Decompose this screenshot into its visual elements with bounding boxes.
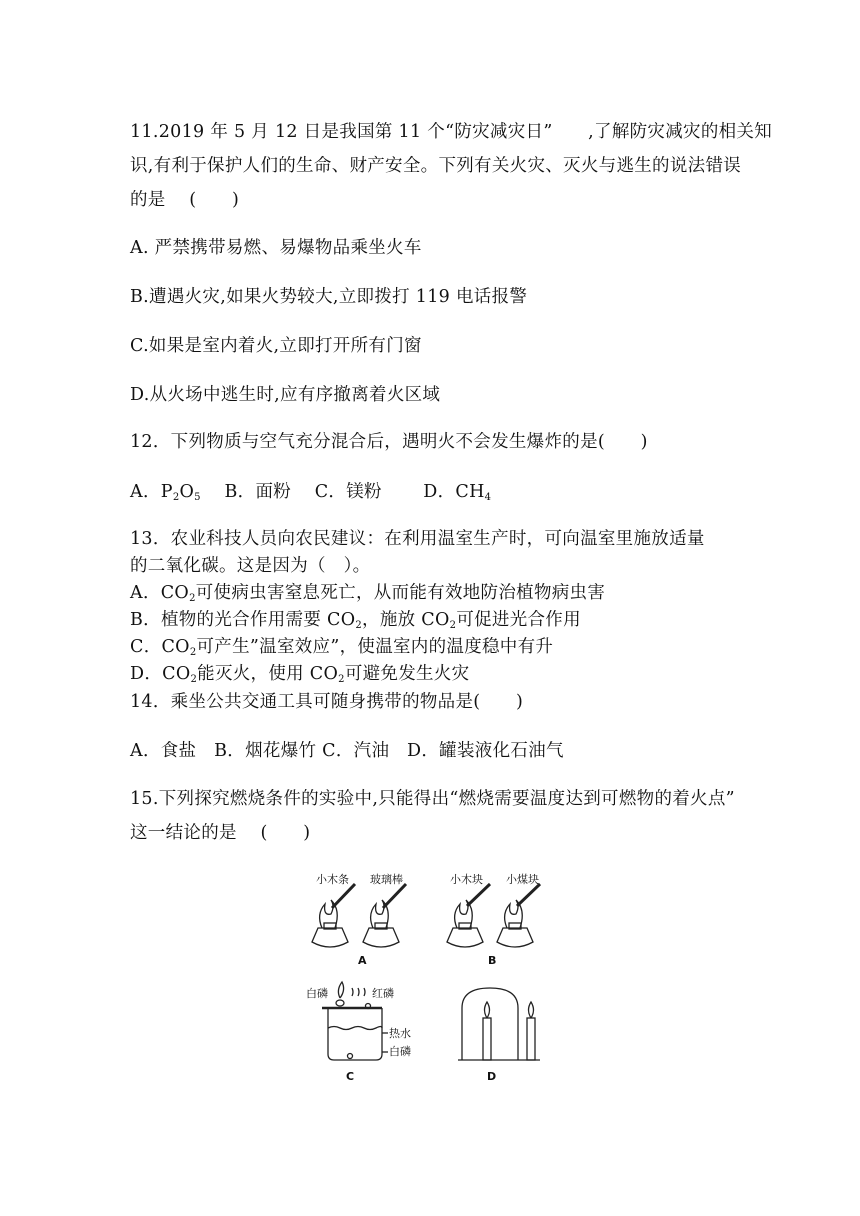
combustion-experiments-figure	[300, 868, 570, 1090]
panel-d-label: D	[487, 1070, 497, 1083]
q11-option-a: A. 严禁携带易燃、易爆物品乘坐火车	[130, 238, 422, 258]
label-white-phosphorus-top: 白磷	[306, 987, 328, 1000]
q11-stem-line2: 识,有利于保护人们的生命、财产安全。下列有关火灾、灭火与逃生的说法错误	[130, 156, 742, 176]
q15-stem-line2: 这一结论的是 ( )	[130, 823, 311, 843]
q13-option-c: C．$CO_2$可产生”温室效应”，使温室内的温度稳中有升	[130, 637, 554, 658]
q13-option-d: D．$CO_2$能灭火，使用 $CO_2$可避免发生火灾	[130, 664, 470, 685]
panel-b-label: B	[488, 954, 497, 967]
label-small-coal-block: 小煤块	[506, 873, 539, 886]
label-red-phosphorus: 红磷	[372, 987, 394, 1000]
label-small-stick: 小木条	[316, 873, 349, 886]
q11-option-c: C.如果是室内着火,立即打开所有门窗	[130, 336, 422, 356]
q15-stem-line1: 15.下列探究燃烧条件的实验中,只能得出“燃烧需要温度达到可燃物的着火点”	[130, 789, 735, 809]
panel-c-label: C	[346, 1070, 355, 1083]
q12-options: A．$P_2O_5$ B．面粉 C．镁粉 D．$CH_4$	[130, 482, 492, 503]
panel-a-label: A	[358, 954, 367, 967]
label-white-phosphorus-bottom: 白磷	[389, 1045, 411, 1058]
q13-option-b: B．植物的光合作用需要 $CO_2$，施放 $CO_2$可促进光合作用	[130, 610, 581, 631]
q13-stem-line2: 的二氧化碳。这是因为（ ）。	[130, 556, 371, 576]
panel-a	[312, 884, 406, 947]
q11-option-b: B.遭遇火灾,如果火势较大,立即拨打 119 电话报警	[130, 287, 528, 307]
q14-options: A．食盐 B．烟花爆竹 C．汽油 D．罐装液化石油气	[130, 741, 564, 761]
panel-d	[458, 988, 540, 1060]
label-small-wood-block: 小木块	[450, 873, 483, 886]
panel-b	[447, 884, 540, 947]
label-glass-rod: 玻璃棒	[370, 873, 403, 886]
q12-stem: 12．下列物质与空气充分混合后，遇明火不会发生爆炸的是( )	[130, 432, 648, 452]
label-hot-water: 热水	[389, 1027, 411, 1040]
q11-stem-line1: 11.2019 年 5 月 12 日是我国第 11 个“防灾减灾日” ,了解防灾减灾的相关知	[130, 122, 773, 142]
q11-stem-line3: 的是 ( )	[130, 190, 240, 210]
q14-stem: 14．乘坐公共交通工具可随身携带的物品是( )	[130, 692, 524, 712]
q13-option-a: A．$CO_2$可使病虫害窒息死亡，从而能有效地防治植物病虫害	[130, 583, 606, 604]
q11-option-d: D.从火场中逃生时,应有序撤离着火区域	[130, 385, 441, 405]
q13-stem-line1: 13．农业科技人员向农民建议：在利用温室生产时，可向温室里施放适量	[130, 529, 705, 549]
